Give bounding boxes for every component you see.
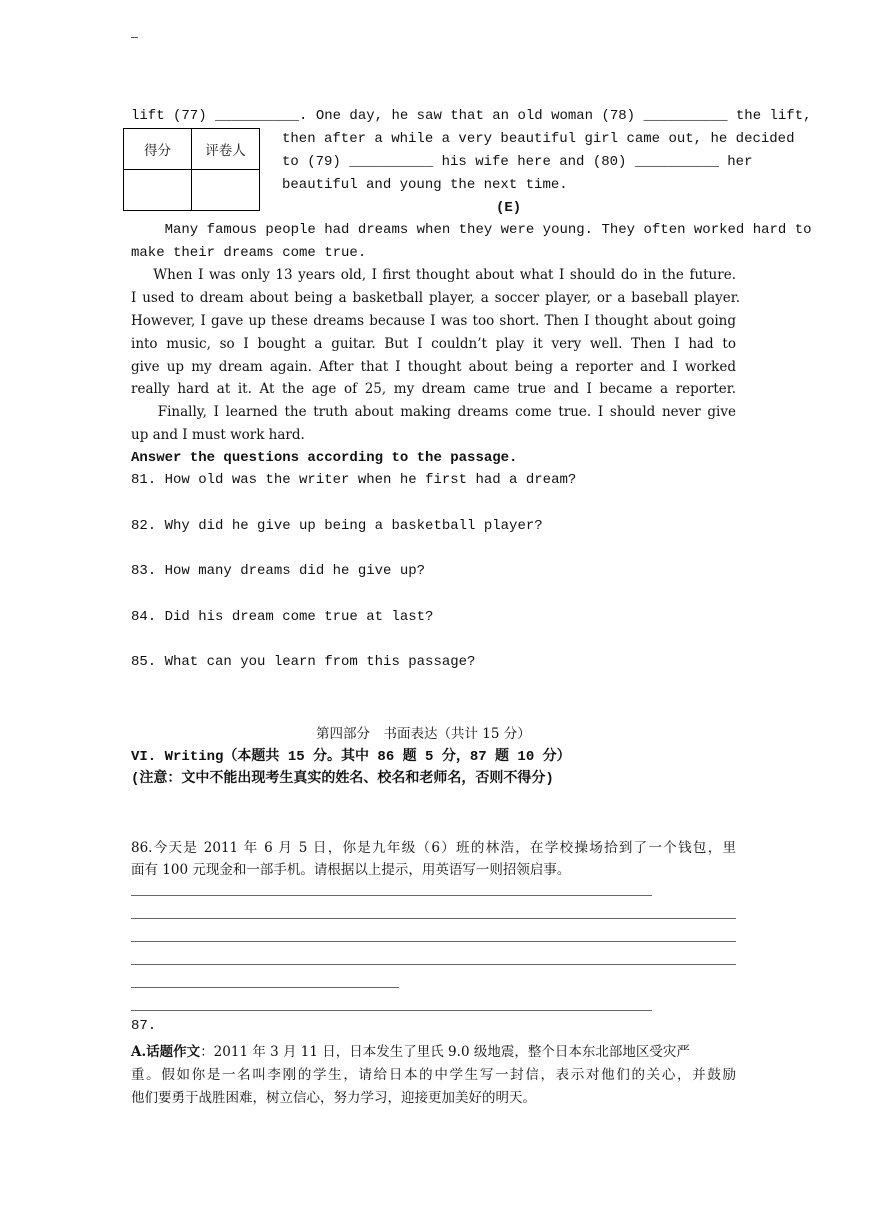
passage-line: I used to dream about being a basketball player, a soccer player, or a baseball player. <box>131 290 740 306</box>
question-87-line-2: 重。假如你是一名叫李刚的学生，请给日本的中学生写一封信，表示对他们的关心，并鼓励 <box>131 1067 736 1083</box>
question-81: 81. How old was the writer when he first had a dream? <box>131 472 577 488</box>
question-87-number: 87. <box>131 1018 157 1034</box>
question-86-line-2: 面有 100 元现金和一部手机。请根据以上提示，用英语写一则招领启事。 <box>131 862 571 878</box>
passage-line: into music, so I bought a guitar. But I couldn’t play it very well. Then I had to <box>131 336 736 352</box>
top-marker <box>131 37 138 38</box>
writing-note: (注意：文中不能出现考生真实的姓名、校名和老师名，否则不得分) <box>131 771 554 787</box>
passage-line: Many famous people had dreams when they were young. They often worked hard to <box>131 222 812 238</box>
passage-line: make their dreams come true. <box>131 245 367 261</box>
question-87-line-3: 他们要勇于战胜困难，树立信心，努力学习，迎接更加美好的明天。 <box>131 1090 536 1106</box>
answer-line[interactable] <box>131 1010 652 1011</box>
score-box <box>123 128 260 211</box>
question-87-line-1-text: ：2011 年 3 月 11 日，日本发生了里氏 9.0 级地震，整个日本东北部地区受灾严 <box>200 1044 690 1060</box>
question-86-line-1: 86.今天是 2011 年 6 月 5 日，你是九年级（6）班的林浩，在学校操场拾到了一个钱包，里 <box>131 840 736 856</box>
score-cell[interactable] <box>124 170 192 211</box>
cloze-line-3: to (79) __________ his wife here and (80) __________ her <box>282 154 753 170</box>
grader-cell[interactable] <box>192 170 260 211</box>
topic-essay-label: A.话题作文 <box>131 1044 201 1060</box>
questions-instruction: Answer the questions according to the passage. <box>131 450 518 466</box>
score-header: 得分 <box>124 129 192 170</box>
question-85: 85. What can you learn from this passage? <box>131 654 476 670</box>
cloze-line-4: beautiful and young the next time. <box>282 177 568 193</box>
answer-line[interactable] <box>131 895 652 896</box>
answer-line[interactable] <box>131 987 399 988</box>
writing-section-heading: VI. Writing（本题共 15 分。其中 86 题 5 分，87 题 10 分） <box>131 749 571 765</box>
passage-line: However, I gave up these dreams because I was too short. Then I thought about going <box>131 313 736 329</box>
passage-line: up and I must work hard. <box>131 427 305 443</box>
cloze-line-1: lift (77) __________. One day, he saw that an old woman (78) __________ the lift, <box>131 108 812 124</box>
passage-line: Finally, I learned the truth about making dreams come true. I should never give <box>131 404 736 420</box>
answer-line[interactable] <box>131 918 736 919</box>
question-83: 83. How many dreams did he give up? <box>131 563 426 579</box>
cloze-line-2: then after a while a very beautiful girl came out, he decided <box>282 131 795 147</box>
part-four-title: 第四部分 书面表达（共计 15 分） <box>316 726 531 742</box>
passage-line: really hard at it. At the age of 25, my dream came true and I became a reporter. <box>131 381 736 397</box>
question-82: 82. Why did he give up being a basketball player? <box>131 518 543 534</box>
answer-line[interactable] <box>131 941 736 942</box>
passage-line: When I was only 13 years old, I first thought about what I should do in the future. <box>131 267 736 283</box>
grader-header: 评卷人 <box>192 129 260 170</box>
passage-heading: (E) <box>496 200 522 216</box>
answer-line[interactable] <box>131 964 736 965</box>
passage-line: give up my dream again. After that I thought about being a reporter and I worked <box>131 359 736 375</box>
question-87-line-1 <box>131 1040 736 1060</box>
question-84: 84. Did his dream come true at last? <box>131 609 434 625</box>
